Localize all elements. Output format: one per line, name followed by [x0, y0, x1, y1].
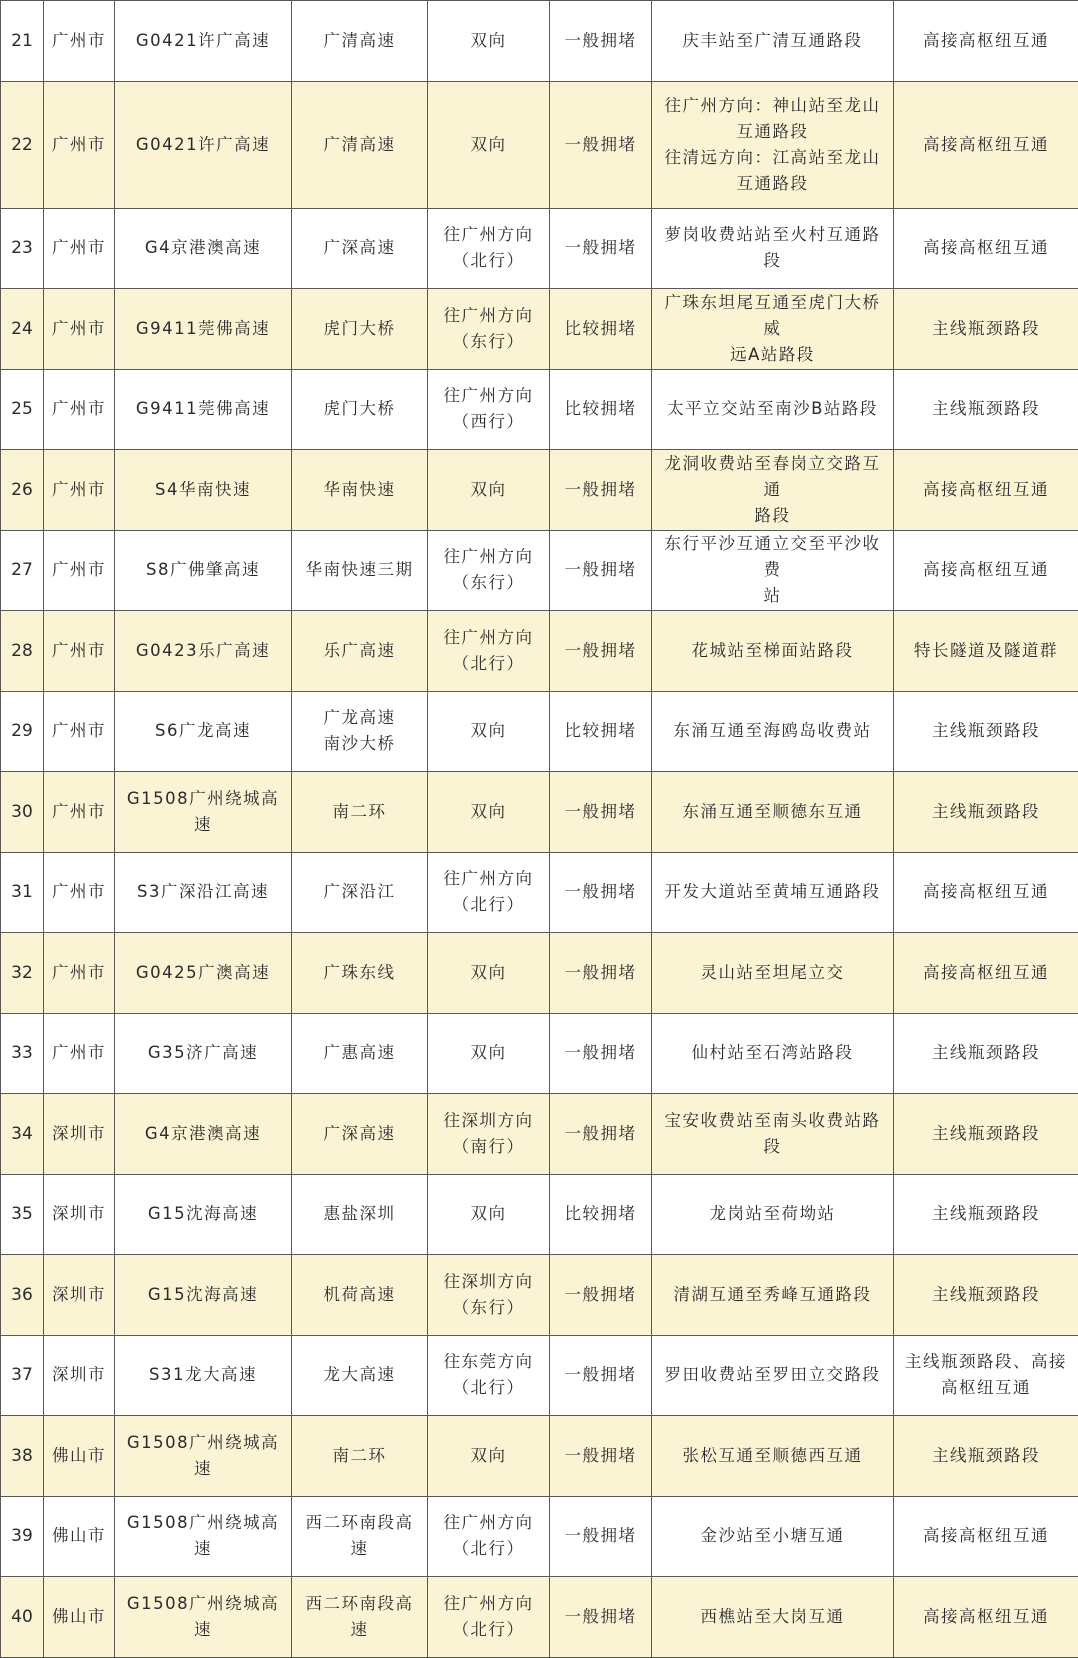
row-number-cell: 33: [1, 1013, 44, 1094]
highway-cell: S3广深沿江高速: [115, 852, 292, 933]
table-row: [1, 1174, 1078, 1255]
congested-segment-cell: 仙村站至石湾站路段: [652, 1013, 894, 1094]
congested-segment-cell: 龙岗站至荷坳站: [652, 1174, 894, 1255]
direction-cell: 往广州方向 （东行）: [428, 530, 550, 611]
congested-segment-cell: 金沙站至小塘互通: [652, 1496, 894, 1577]
road-section-cell: 南二环: [292, 1416, 428, 1497]
highway-cell: S4华南快速: [115, 450, 292, 531]
direction-cell: 双向: [428, 772, 550, 853]
highway-cell: S6广龙高速: [115, 691, 292, 772]
table-row: [1, 1416, 1078, 1497]
row-number-cell: 31: [1, 852, 44, 933]
city-cell: 广州市: [44, 691, 115, 772]
congestion-cause-cell: 主线瓶颈路段: [894, 1174, 1078, 1255]
highway-cell: S8广佛肇高速: [115, 530, 292, 611]
row-number-cell: 23: [1, 208, 44, 289]
congestion-level-cell: 一般拥堵: [550, 81, 652, 208]
congested-segment-cell: 宝安收费站至南头收费站路段: [652, 1094, 894, 1175]
row-number-cell: 38: [1, 1416, 44, 1497]
table-row: [1, 933, 1078, 1014]
city-cell: 深圳市: [44, 1335, 115, 1416]
highway-cell: G0421许广高速: [115, 1, 292, 82]
road-section-cell: 广深沿江: [292, 852, 428, 933]
highway-cell: G9411莞佛高速: [115, 369, 292, 450]
congested-segment-cell: 清湖互通至秀峰互通路段: [652, 1255, 894, 1336]
city-cell: 广州市: [44, 611, 115, 692]
table-row: [1, 1496, 1078, 1577]
table-body: [1, 1, 1078, 1658]
road-section-cell: 广深高速: [292, 1094, 428, 1175]
city-cell: 深圳市: [44, 1174, 115, 1255]
city-cell: 佛山市: [44, 1416, 115, 1497]
direction-cell: 往广州方向 （北行）: [428, 208, 550, 289]
highway-cell: G0425广澳高速: [115, 933, 292, 1014]
congestion-cause-cell: 高接高枢纽互通: [894, 530, 1078, 611]
highway-cell: G9411莞佛高速: [115, 289, 292, 370]
direction-cell: 往广州方向 （北行）: [428, 1496, 550, 1577]
highway-cell: G1508广州绕城高速: [115, 772, 292, 853]
road-section-cell: 龙大高速: [292, 1335, 428, 1416]
city-cell: 深圳市: [44, 1255, 115, 1336]
direction-cell: 往广州方向 （西行）: [428, 369, 550, 450]
highway-cell: G0423乐广高速: [115, 611, 292, 692]
congestion-level-cell: 一般拥堵: [550, 450, 652, 531]
congestion-level-cell: 一般拥堵: [550, 933, 652, 1014]
city-cell: 深圳市: [44, 1094, 115, 1175]
highway-cell: G1508广州绕城高速: [115, 1416, 292, 1497]
row-number-cell: 36: [1, 1255, 44, 1336]
congestion-cause-cell: 高接高枢纽互通: [894, 1, 1078, 82]
congested-segment-cell: 开发大道站至黄埔互通路段: [652, 852, 894, 933]
road-section-cell: 广珠东线: [292, 933, 428, 1014]
road-section-cell: 华南快速: [292, 450, 428, 531]
congested-segment-cell: 西樵站至大岗互通: [652, 1577, 894, 1658]
highway-cell: G15沈海高速: [115, 1174, 292, 1255]
congestion-level-cell: 一般拥堵: [550, 1335, 652, 1416]
row-number-cell: 30: [1, 772, 44, 853]
road-section-cell: 广清高速: [292, 1, 428, 82]
row-number-cell: 29: [1, 691, 44, 772]
congestion-cause-cell: 高接高枢纽互通: [894, 852, 1078, 933]
row-number-cell: 40: [1, 1577, 44, 1658]
congested-segment-cell: 庆丰站至广清互通路段: [652, 1, 894, 82]
city-cell: 广州市: [44, 289, 115, 370]
congested-segment-cell: 东涌互通至海鸥岛收费站: [652, 691, 894, 772]
congestion-level-cell: 比较拥堵: [550, 1174, 652, 1255]
congestion-cause-cell: 主线瓶颈路段: [894, 369, 1078, 450]
table-row: [1, 611, 1078, 692]
congestion-cause-cell: 主线瓶颈路段: [894, 1094, 1078, 1175]
direction-cell: 双向: [428, 1416, 550, 1497]
city-cell: 佛山市: [44, 1496, 115, 1577]
city-cell: 广州市: [44, 450, 115, 531]
congestion-cause-cell: 高接高枢纽互通: [894, 1577, 1078, 1658]
table-row: [1, 208, 1078, 289]
direction-cell: 双向: [428, 450, 550, 531]
table-row: [1, 1335, 1078, 1416]
row-number-cell: 34: [1, 1094, 44, 1175]
highway-cell: G0421许广高速: [115, 81, 292, 208]
road-section-cell: 广清高速: [292, 81, 428, 208]
direction-cell: 双向: [428, 81, 550, 208]
highway-cell: G4京港澳高速: [115, 208, 292, 289]
congested-segment-cell: 罗田收费站至罗田立交路段: [652, 1335, 894, 1416]
highway-cell: G15沈海高速: [115, 1255, 292, 1336]
table-row: [1, 1, 1078, 82]
row-number-cell: 37: [1, 1335, 44, 1416]
city-cell: 广州市: [44, 369, 115, 450]
direction-cell: 双向: [428, 933, 550, 1014]
direction-cell: 双向: [428, 1, 550, 82]
row-number-cell: 26: [1, 450, 44, 531]
table-row: [1, 852, 1078, 933]
table-row: [1, 369, 1078, 450]
congestion-cause-cell: 高接高枢纽互通: [894, 933, 1078, 1014]
row-number-cell: 32: [1, 933, 44, 1014]
road-section-cell: 机荷高速: [292, 1255, 428, 1336]
congested-segment-cell: 花城站至梯面站路段: [652, 611, 894, 692]
congestion-level-cell: 一般拥堵: [550, 1255, 652, 1336]
road-section-cell: 广惠高速: [292, 1013, 428, 1094]
row-number-cell: 27: [1, 530, 44, 611]
congestion-cause-cell: 主线瓶颈路段: [894, 1013, 1078, 1094]
road-section-cell: 南二环: [292, 772, 428, 853]
direction-cell: 双向: [428, 691, 550, 772]
table-row: [1, 772, 1078, 853]
road-section-cell: 广深高速: [292, 208, 428, 289]
row-number-cell: 24: [1, 289, 44, 370]
direction-cell: 往广州方向 （东行）: [428, 289, 550, 370]
congestion-level-cell: 一般拥堵: [550, 1496, 652, 1577]
congestion-level-cell: 比较拥堵: [550, 691, 652, 772]
table-row: [1, 289, 1078, 370]
table-row: [1, 1577, 1078, 1658]
congestion-level-cell: 一般拥堵: [550, 1013, 652, 1094]
congestion-level-cell: 一般拥堵: [550, 530, 652, 611]
city-cell: 广州市: [44, 772, 115, 853]
congestion-level-cell: 一般拥堵: [550, 1577, 652, 1658]
row-number-cell: 28: [1, 611, 44, 692]
congestion-level-cell: 一般拥堵: [550, 208, 652, 289]
direction-cell: 双向: [428, 1013, 550, 1094]
highway-cell: G1508广州绕城高速: [115, 1577, 292, 1658]
table-row: [1, 1255, 1078, 1336]
table-row: [1, 1013, 1078, 1094]
city-cell: 广州市: [44, 530, 115, 611]
congestion-level-cell: 一般拥堵: [550, 1, 652, 82]
highway-cell: S31龙大高速: [115, 1335, 292, 1416]
direction-cell: 往深圳方向 （东行）: [428, 1255, 550, 1336]
road-section-cell: 虎门大桥: [292, 289, 428, 370]
table-row: [1, 530, 1078, 611]
congestion-level-cell: 一般拥堵: [550, 772, 652, 853]
direction-cell: 往广州方向 （北行）: [428, 852, 550, 933]
road-section-cell: 西二环南段高速: [292, 1577, 428, 1658]
congestion-level-cell: 一般拥堵: [550, 1094, 652, 1175]
city-cell: 广州市: [44, 208, 115, 289]
table-row: [1, 1094, 1078, 1175]
city-cell: 广州市: [44, 852, 115, 933]
congested-segment-cell: 广珠东坦尾互通至虎门大桥威 远A站路段: [652, 289, 894, 370]
congestion-cause-cell: 主线瓶颈路段: [894, 289, 1078, 370]
city-cell: 佛山市: [44, 1577, 115, 1658]
row-number-cell: 21: [1, 1, 44, 82]
congestion-cause-cell: 高接高枢纽互通: [894, 81, 1078, 208]
congested-segment-cell: 东行平沙互通立交至平沙收费 站: [652, 530, 894, 611]
city-cell: 广州市: [44, 1013, 115, 1094]
row-number-cell: 22: [1, 81, 44, 208]
row-number-cell: 39: [1, 1496, 44, 1577]
congested-segment-cell: 龙洞收费站至春岗立交路互通 路段: [652, 450, 894, 531]
road-section-cell: 乐广高速: [292, 611, 428, 692]
congestion-cause-cell: 主线瓶颈路段: [894, 691, 1078, 772]
highway-cell: G35济广高速: [115, 1013, 292, 1094]
table-row: [1, 81, 1078, 208]
city-cell: 广州市: [44, 81, 115, 208]
congestion-level-cell: 一般拥堵: [550, 852, 652, 933]
road-section-cell: 华南快速三期: [292, 530, 428, 611]
congestion-cause-cell: 高接高枢纽互通: [894, 450, 1078, 531]
congestion-level-cell: 比较拥堵: [550, 369, 652, 450]
highway-cell: G4京港澳高速: [115, 1094, 292, 1175]
road-section-cell: 广龙高速 南沙大桥: [292, 691, 428, 772]
congested-segment-cell: 太平立交站至南沙B站路段: [652, 369, 894, 450]
congested-segment-cell: 张松互通至顺德西互通: [652, 1416, 894, 1497]
congestion-cause-cell: 主线瓶颈路段: [894, 1416, 1078, 1497]
congested-segment-cell: 灵山站至坦尾立交: [652, 933, 894, 1014]
road-section-cell: 惠盐深圳: [292, 1174, 428, 1255]
congested-segment-cell: 萝岗收费站站至火村互通路段: [652, 208, 894, 289]
table-row: [1, 691, 1078, 772]
highway-cell: G1508广州绕城高速: [115, 1496, 292, 1577]
direction-cell: 往东莞方向 （北行）: [428, 1335, 550, 1416]
congestion-level-cell: 比较拥堵: [550, 289, 652, 370]
congestion-cause-cell: 特长隧道及隧道群: [894, 611, 1078, 692]
direction-cell: 往广州方向 （北行）: [428, 1577, 550, 1658]
table-row: [1, 450, 1078, 531]
congestion-level-cell: 一般拥堵: [550, 1416, 652, 1497]
city-cell: 广州市: [44, 1, 115, 82]
road-section-cell: 西二环南段高速: [292, 1496, 428, 1577]
congested-segment-cell: 往广州方向：神山站至龙山 互通路段 往清远方向：江高站至龙山 互通路段: [652, 81, 894, 208]
row-number-cell: 35: [1, 1174, 44, 1255]
direction-cell: 往广州方向 （北行）: [428, 611, 550, 692]
direction-cell: 往深圳方向 （南行）: [428, 1094, 550, 1175]
congestion-cause-cell: 主线瓶颈路段: [894, 772, 1078, 853]
congestion-level-cell: 一般拥堵: [550, 611, 652, 692]
congestion-cause-cell: 主线瓶颈路段: [894, 1255, 1078, 1336]
city-cell: 广州市: [44, 933, 115, 1014]
row-number-cell: 25: [1, 369, 44, 450]
road-section-cell: 虎门大桥: [292, 369, 428, 450]
congestion-cause-cell: 主线瓶颈路段、高接 高枢纽互通: [894, 1335, 1078, 1416]
congested-segment-cell: 东涌互通至顺德东互通: [652, 772, 894, 853]
congestion-cause-cell: 高接高枢纽互通: [894, 1496, 1078, 1577]
congestion-cause-cell: 高接高枢纽互通: [894, 208, 1078, 289]
direction-cell: 双向: [428, 1174, 550, 1255]
